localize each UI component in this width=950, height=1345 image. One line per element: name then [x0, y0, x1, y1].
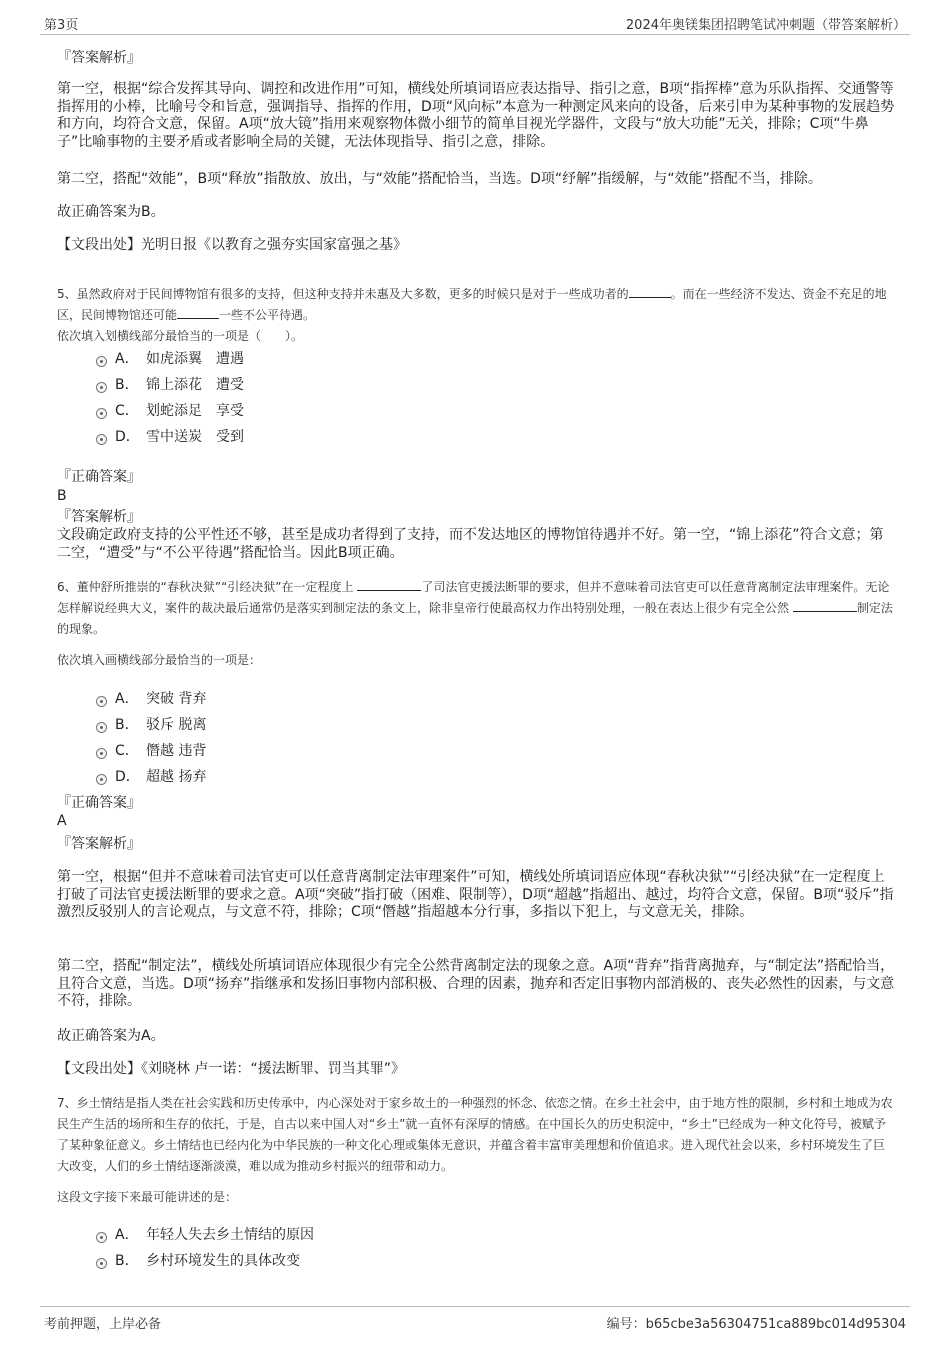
- radio-icon[interactable]: [96, 1258, 107, 1269]
- q6-prompt: 依次填入画横线部分最恰当的一项是：: [57, 653, 262, 667]
- q5-option-d[interactable]: D． 雪中送炭 受到: [96, 423, 244, 449]
- q5-answer-label: 『正确答案』: [57, 469, 141, 485]
- radio-icon[interactable]: [96, 356, 107, 367]
- radio-icon[interactable]: [96, 748, 107, 759]
- q7-option-a[interactable]: A． 年轻人失去乡土情结的原因: [96, 1221, 314, 1247]
- radio-icon[interactable]: [96, 382, 107, 393]
- footer-divider: [40, 1306, 910, 1307]
- q6-option-a[interactable]: A． 突破 背弃: [96, 685, 206, 711]
- q5-analysis-label: 『答案解析』: [57, 509, 141, 525]
- q6-option-c[interactable]: C． 僭越 违背: [96, 737, 206, 763]
- q6-answer: A: [57, 813, 67, 829]
- q6-analysis-label: 『答案解析』: [57, 836, 141, 852]
- q5-option-a[interactable]: A． 如虎添翼 遭遇: [96, 345, 244, 371]
- q7-stem: 7、乡土情结是指人类在社会实践和历史传承中，内心深处对于家乡故土的一种强烈的怀念、依恋之情。在乡土社会中，由于地方性的限制，乡村和土地成为农民生产生活的场所和生存的依托，于是，自古以来中国人对“乡土”就一直怀有深厚的情感。在中国长久的历史积淀中，“乡土”已经成为一种文化符号，被赋予了某种象征意义。乡土情结也已经内化为中华民族的一种文化心理或集体无意识，并蕴含着丰富审美理想和价值追求。进入现代社会以来，乡村环境发生了巨大改变，人们的乡土情结逐渐淡漠，难以成为推动乡村振兴的纽带和动力。: [57, 1096, 893, 1173]
- q5-answer: B: [57, 488, 67, 504]
- q6-option-d[interactable]: D． 超越 扬弃: [96, 763, 206, 789]
- q7-options: [96, 1221, 314, 1273]
- q5-options: [96, 345, 244, 449]
- document-id: 编号：b65cbe3a56304751ca889bc014d95304: [606, 1317, 906, 1332]
- q7-prompt: 这段文字接下来最可能讲述的是：: [57, 1190, 238, 1204]
- header-divider: [40, 34, 910, 35]
- q5-stem: 5、虽然政府对于民间博物馆有很多的支持，但这种支持并未惠及大多数，更多的时候只是对于一些成功者的 。而在一些经济不发达、资金不充足的地区，民间博物馆还可能 一些不公平待遇。: [57, 287, 887, 322]
- document-title: 2024年奥镁集团招聘笔试冲刺题（带答案解析）: [625, 18, 906, 33]
- q6-analysis-para2: 第二空，搭配“制定法”，横线处所填词语应体现很少有完全公然背离制定法的现象之意。A项“背弃”指背离抛弃，与“制定法”搭配恰当，且符合文意，当选。D项“扬弃”指继承和发扬旧事物内部积极、合理的因素，抛弃和否定旧事物内部消极的、丧失必然性的因素，与文意不符，排除。: [57, 958, 895, 1009]
- q6-source: 【文段出处】《刘晓林 卢一诺：“援法断罪、罚当其罪”》: [57, 1061, 405, 1077]
- radio-icon[interactable]: [96, 722, 107, 733]
- q4-source: 【文段出处】光明日报《以教育之强夯实国家富强之基》: [57, 237, 407, 253]
- radio-icon[interactable]: [96, 774, 107, 785]
- radio-icon[interactable]: [96, 1232, 107, 1243]
- q6-option-b[interactable]: B． 驳斥 脱离: [96, 711, 206, 737]
- q4-analysis-para1: 第一空，根据“综合发挥其导向、调控和改进作用”可知，横线处所填词语应表达指导、指引之意，B项“指挥棒”意为乐队指挥、交通警等指挥用的小棒，比喻号令和旨意，强调指导、指挥的作用，D项“风向标”本意为一种测定风来向的设备，后来引申为某种事物的发展趋势和方向，均符合文意，保留。A项“放大镜”指用来观察物体微小细节的简单目视光学器件，文段与“放大功能”无关，排除；C项“牛鼻子”比喻事物的主要矛盾或者影响全局的关键，无法体现指导、指引之意，排除。: [57, 81, 895, 150]
- q6-stem: 6、董仲舒所推崇的“春秋决狱”“引经决狱”在一定程度上 了司法官吏援法断罪的要求，但并不意味着司法官吏可以任意背离制定法审理案件。无论怎样解说经典大义，案件的裁决最后通常仍是落实到制定法的条文上，除非皇帝行使最高权力作出特别处理，一般在表达上很少有完全公然 制定法的现象。: [57, 580, 893, 636]
- q6-answer-label: 『正确答案』: [57, 795, 141, 811]
- answer-blank-1: [629, 287, 671, 298]
- q7-option-b[interactable]: B． 乡村环境发生的具体改变: [96, 1247, 314, 1273]
- radio-icon[interactable]: [96, 434, 107, 445]
- answer-blank-1: [357, 580, 421, 591]
- q6-options: [96, 685, 206, 789]
- answer-blank-2: [177, 308, 219, 319]
- q5-option-b[interactable]: B． 锦上添花 遭受: [96, 371, 244, 397]
- answer-blank-2: [793, 601, 857, 612]
- q6-analysis-para1: 第一空，根据“但并不意味着司法官吏可以任意背离制定法审理案件”可知，横线处所填词语应体现“春秋决狱”“引经决狱”在一定程度上打破了司法官吏援法断罪的要求之意。A项“突破”指打破（困难、限制等），D项“超越”指超出、越过，均符合文意，保留。B项“驳斥”指激烈反驳别人的言论观点，与文意不符，排除；C项“僭越”指超越本分行事，多指以下犯上，与文意无关，排除。: [57, 869, 894, 920]
- q5-prompt: 依次填入划横线部分最恰当的一项是（ ）。: [57, 329, 304, 343]
- footer-slogan: 考前押题，上岸必备: [44, 1317, 162, 1332]
- q4-conclusion: 故正确答案为B。: [57, 204, 165, 220]
- page-number: 第3页: [44, 18, 79, 33]
- radio-icon[interactable]: [96, 696, 107, 707]
- q6-conclusion: 故正确答案为A。: [57, 1028, 165, 1044]
- q4-analysis-para2: 第二空，搭配“效能”，B项“释放”指散放、放出，与“效能”搭配恰当，当选。D项“纾解”指缓解，与“效能”搭配不当，排除。: [57, 171, 822, 187]
- radio-icon[interactable]: [96, 408, 107, 419]
- q5-option-c[interactable]: C． 划蛇添足 享受: [96, 397, 244, 423]
- q5-analysis: 文段确定政府支持的公平性还不够，甚至是成功者得到了支持，而不发达地区的博物馆待遇并不好。第一空，“锦上添花”符合文意；第二空，“遭受”与“不公平待遇”搭配恰当。因此B项正确。: [57, 527, 884, 561]
- q4-analysis-label: 『答案解析』: [57, 50, 141, 66]
